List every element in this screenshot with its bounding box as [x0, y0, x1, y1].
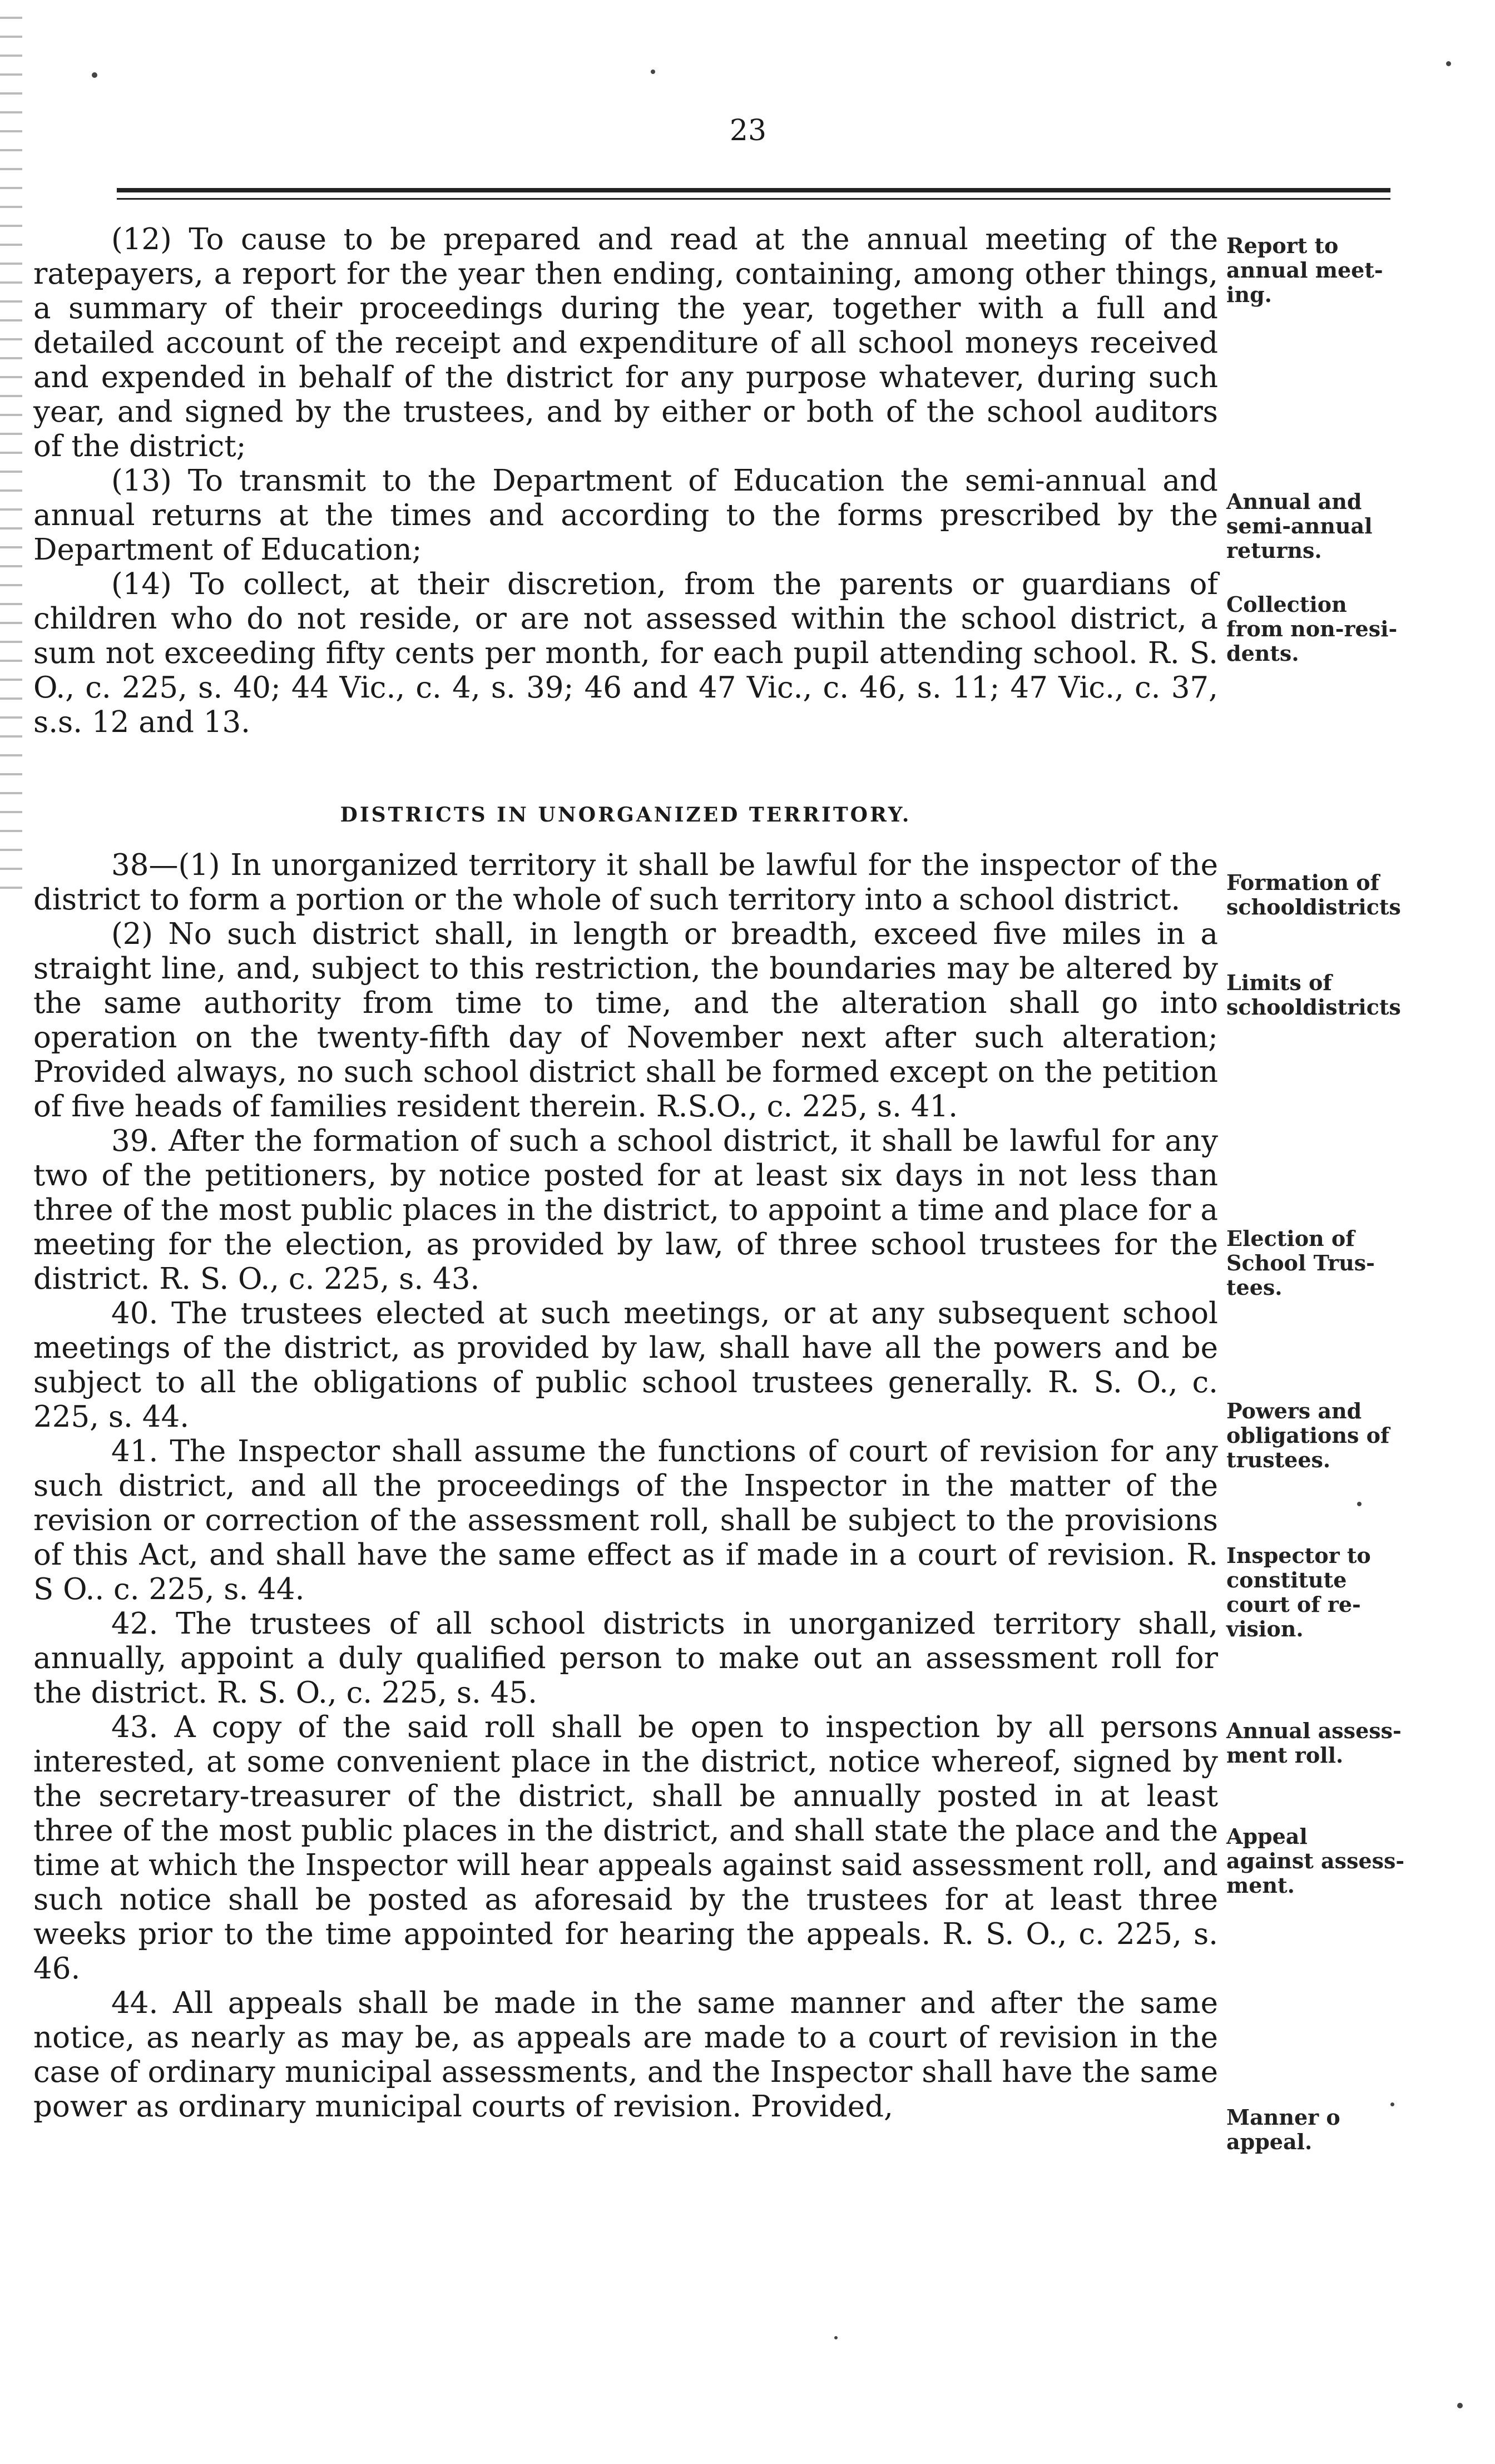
scan-speck: [1457, 2403, 1463, 2408]
paragraph-39: 39. After the formation of such a school district, it shall be lawful for any two of the petitioners, by notice posted for at least six days in not less than three of the most public places in the district, to appoint a time and place for a meeting for the election, as provided by law, of three school trustees for the district. R. S. O., c. 225, s. 43.: [33, 1124, 1227, 1296]
paragraph-44: 44. All appeals shall be made in the same manner and after the same notice, as nearly as may be, as appeals are made to a court of revision in the case of ordinary municipal assessments, and the Inspector shall have the same power as ordinary municipal courts of revision. Provided,: [33, 1986, 1227, 2124]
paragraph-38-2: (2) No such district shall, in length or breadth, exceed five miles in a straight line, and, subject to this restriction, the boundaries may be altered by the same authority from time to time, and the alteration shall go into operation on the twenty-fifth day of November next after such alteration; Provided always, no such school district shall be formed except on the petition of five heads of families resident therein. R.S.O., c. 225, s. 41.: [33, 917, 1227, 1124]
paragraph-42: 42. The trustees of all school districts in unorganized territory shall, annually, appoint a duly qualified person to make out an assessment roll for the district. R. S. O., c. 225, s. 45.: [33, 1607, 1227, 1710]
section-heading: DISTRICTS IN UNORGANIZED TERRITORY.: [340, 803, 912, 827]
margin-note-collection: Collection from non-resi- dents.: [1226, 592, 1398, 666]
scan-speck: [834, 2336, 838, 2339]
body-text-bottom: [33, 848, 1227, 2124]
scan-edge-noise: [0, 0, 22, 890]
paragraph-13: (13) To transmit to the Department of Education the semi-annual and annual returns at the times and according to the forms prescribed by the Department of Education;: [33, 464, 1227, 567]
paragraph-40: 40. The trustees elected at such meetings, or at any subsequent school meetings of the district, as provided by law, shall have all the powers and be subject to all the obligations of public school trustees generally. R. S. O., c. 225, s. 44.: [33, 1297, 1227, 1434]
margin-note-formation: Formation of schooldistricts: [1226, 870, 1401, 919]
paragraph-43: 43. A copy of the said roll shall be open to inspection by all persons interested, at some convenient place in the district, notice whereof, signed by the secretary-treasurer of the district, shall be annually posted in at least three of the most public places in the district, and shall state the place and the time at which the Inspector will hear appeals against said assessment roll, and such notice shall be posted as aforesaid by the trustees for at least three weeks prior to the time appointed for hearing the appeals. R. S. O., c. 225, s. 46.: [33, 1710, 1227, 1986]
scan-speck: [1390, 2102, 1394, 2106]
body-text-top: [33, 222, 1227, 740]
margin-note-limits: Limits of schooldistricts: [1226, 970, 1401, 1020]
margin-note-appeal: Appeal against assess- ment.: [1226, 1824, 1405, 1898]
paragraph-41: 41. The Inspector shall assume the functions of court of revision for any such district, and all the proceedings of the Inspector in the matter of the revision or correction of the assessment roll, shall be subject to the provisions of this Act, and shall have the same effect as if made in a court of revision. R. S O.. c. 225, s. 44.: [33, 1434, 1227, 1606]
scan-speck: [1446, 61, 1451, 66]
header-rule-thin: [117, 198, 1390, 200]
margin-note-assessment-roll: Annual assess- ment roll.: [1226, 1718, 1402, 1768]
margin-note-report: Report to annual meet- ing.: [1226, 233, 1383, 307]
page-number: 23: [729, 114, 767, 147]
margin-note-returns: Annual and semi-annual returns.: [1226, 489, 1373, 563]
scan-speck: [651, 70, 655, 74]
paragraph-38-1: 38—(1) In unorganized territory it shall be lawful for the inspector of the district to form a portion or the whole of such territory into a school district.: [33, 848, 1227, 917]
paragraph-14: (14) To collect, at their discretion, from the parents or guardians of children who do not reside, or are not assessed within the school district, a sum not exceeding fifty cents per month, for each pupil attending school. R. S. O., c. 225, s. 40; 44 Vic., c. 4, s. 39; 46 and 47 Vic., c. 46, s. 11; 47 Vic., c. 37, s.s. 12 and 13.: [33, 567, 1227, 739]
header-rule-thick: [117, 188, 1390, 192]
scan-speck: [92, 72, 97, 78]
margin-note-manner: Manner o appeal.: [1226, 2105, 1340, 2154]
scan-speck: [1357, 1502, 1362, 1506]
paragraph-12: (12) To cause to be prepared and read at the annual meeting of the ratepayers, a report for the year then ending, containing, among other things, a summary of their proceedings during the year, together with a full and detailed account of the receipt and expenditure of all school moneys received and expended in behalf of the district for any purpose whatever, during such year, and signed by the trustees, and by either or both of the school auditors of the district;: [33, 222, 1227, 463]
margin-note-powers: Powers and obligations of trustees.: [1226, 1398, 1390, 1472]
margin-note-election: Election of School Trus- tees.: [1226, 1226, 1375, 1300]
margin-note-inspector: Inspector to constitute court of re- vision.: [1226, 1543, 1371, 1641]
